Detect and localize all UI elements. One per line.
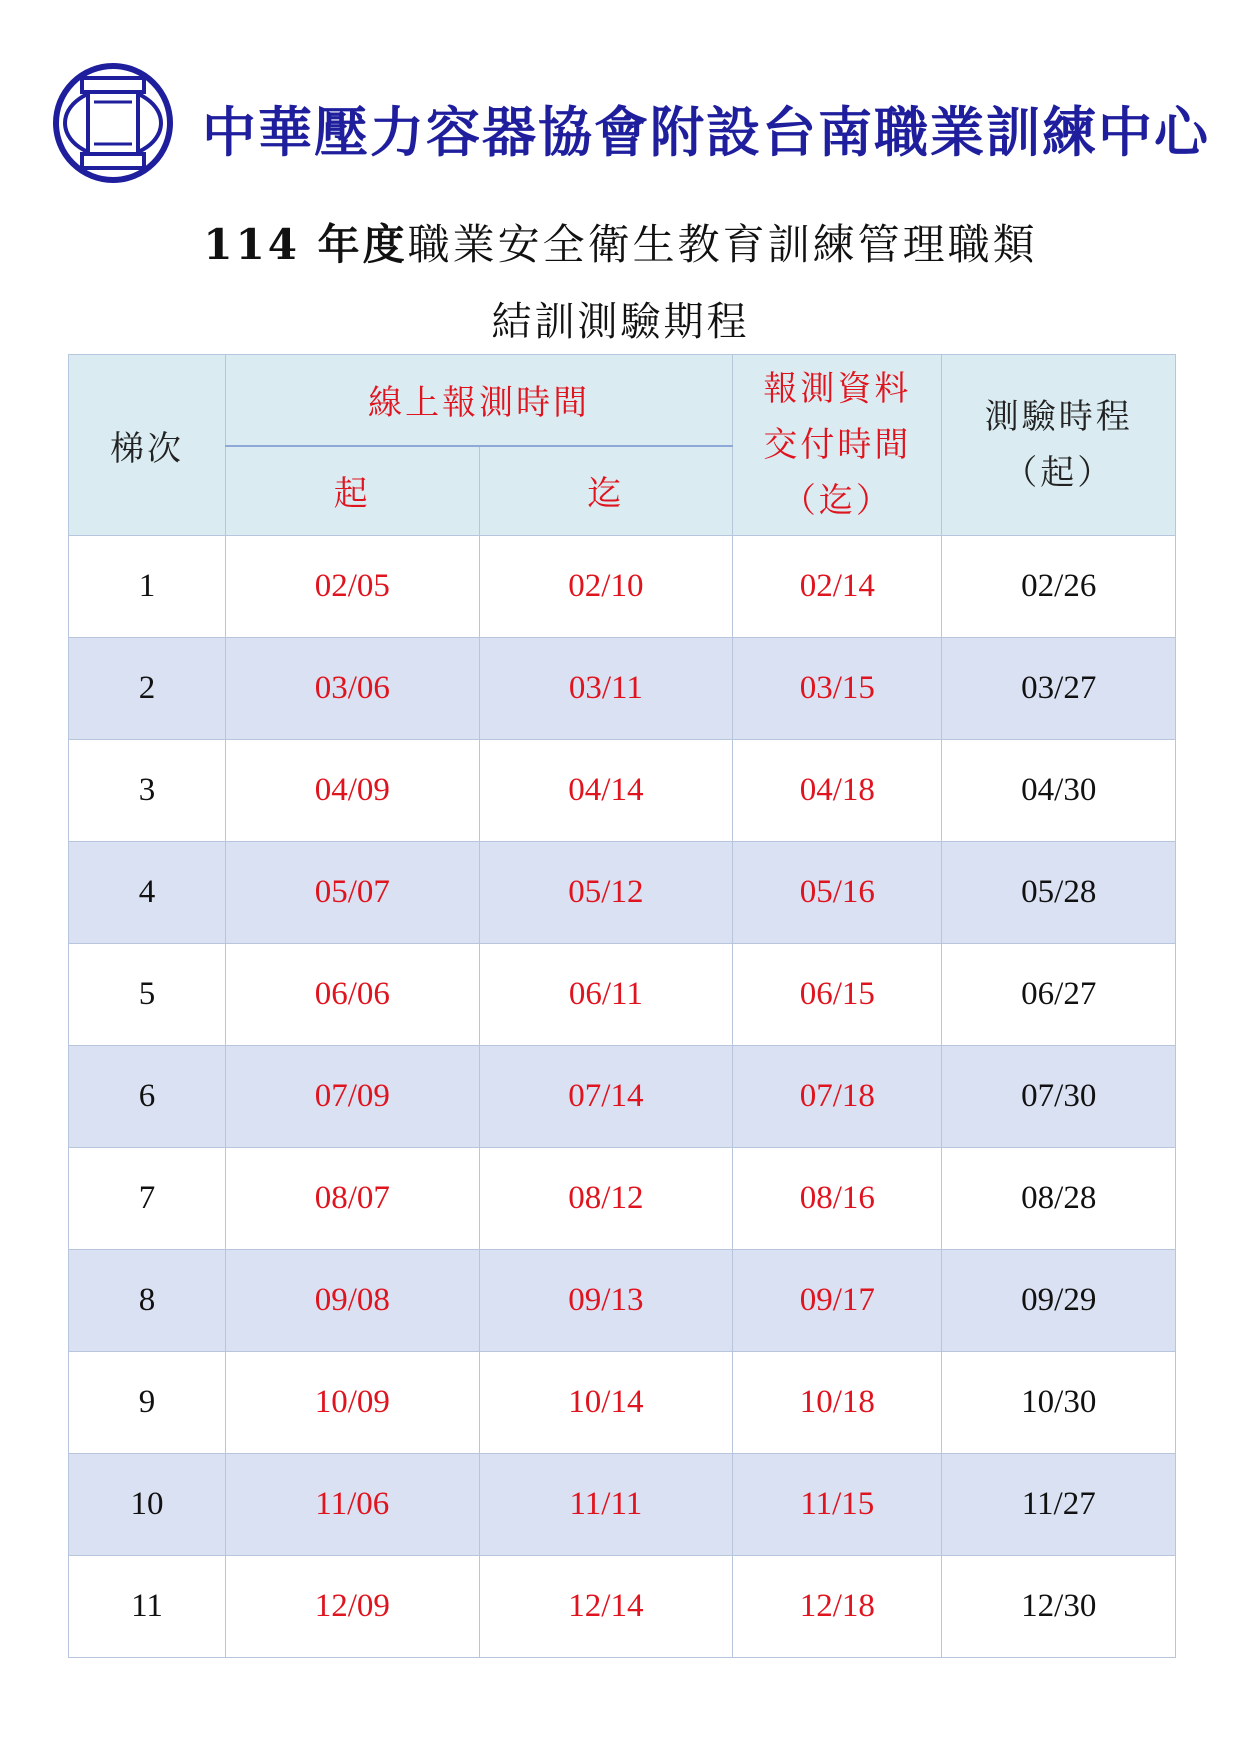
table-row xyxy=(69,944,1176,1046)
cell-submit: 06/15 xyxy=(733,944,942,1046)
schedule-rows xyxy=(69,536,1176,1658)
title-year: 114 年度 xyxy=(203,220,408,269)
cell-submit: 09/17 xyxy=(733,1250,942,1352)
cell-start: 11/06 xyxy=(225,1454,479,1556)
cell-exam: 10/30 xyxy=(942,1352,1176,1454)
cell-submit: 10/18 xyxy=(733,1352,942,1454)
cell-end: 08/12 xyxy=(479,1148,733,1250)
cell-exam: 09/29 xyxy=(942,1250,1176,1352)
table-row xyxy=(69,1250,1176,1352)
header-start: 起 xyxy=(225,446,479,536)
organization-name: 中華壓力容器協會附設台南職業訓練中心 xyxy=(202,101,1210,164)
cell-end: 07/14 xyxy=(479,1046,733,1148)
cell-end: 04/14 xyxy=(479,740,733,842)
cell-submit: 03/15 xyxy=(733,638,942,740)
cell-start: 06/06 xyxy=(225,944,479,1046)
cell-round: 5 xyxy=(69,944,226,1046)
table-row xyxy=(69,536,1176,638)
header-exam-line2: （起） xyxy=(1003,453,1115,493)
header-round: 梯次 xyxy=(69,355,226,536)
cell-end: 03/11 xyxy=(479,638,733,740)
cell-start: 12/09 xyxy=(225,1556,479,1658)
cell-submit: 11/15 xyxy=(733,1454,942,1556)
cell-submit: 12/18 xyxy=(733,1556,942,1658)
cell-start: 10/09 xyxy=(225,1352,479,1454)
cell-round: 3 xyxy=(69,740,226,842)
cell-submit: 07/18 xyxy=(733,1046,942,1148)
header-submission-deadline xyxy=(733,355,942,536)
cell-end: 09/13 xyxy=(479,1250,733,1352)
cell-exam: 12/30 xyxy=(942,1556,1176,1658)
cell-start: 09/08 xyxy=(225,1250,479,1352)
cell-round: 2 xyxy=(69,638,226,740)
cell-submit: 05/16 xyxy=(733,842,942,944)
table-row xyxy=(69,638,1176,740)
table-row xyxy=(69,1556,1176,1658)
cell-round: 1 xyxy=(69,536,226,638)
cell-submit: 02/14 xyxy=(733,536,942,638)
exam-schedule-table xyxy=(68,354,1176,1658)
header-end: 迄 xyxy=(479,446,733,536)
cell-round: 10 xyxy=(69,1454,226,1556)
table-row xyxy=(69,1454,1176,1556)
title-main: 職業安全衛生教育訓練管理職類 xyxy=(407,220,1038,269)
cell-exam: 06/27 xyxy=(942,944,1176,1046)
cell-end: 05/12 xyxy=(479,842,733,944)
cell-round: 6 xyxy=(69,1046,226,1148)
table-row xyxy=(69,1352,1176,1454)
cell-start: 02/05 xyxy=(225,536,479,638)
cell-exam: 08/28 xyxy=(942,1148,1176,1250)
document-subtitle: 結訓測驗期程 xyxy=(491,299,750,345)
cell-start: 03/06 xyxy=(225,638,479,740)
cell-end: 10/14 xyxy=(479,1352,733,1454)
cell-start: 04/09 xyxy=(225,740,479,842)
cell-round: 4 xyxy=(69,842,226,944)
header-exam-schedule xyxy=(942,355,1176,536)
cell-exam: 04/30 xyxy=(942,740,1176,842)
cell-round: 9 xyxy=(69,1352,226,1454)
cell-round: 7 xyxy=(69,1148,226,1250)
header-submission-line2: 交付時間 xyxy=(763,425,912,465)
cell-start: 05/07 xyxy=(225,842,479,944)
table-row xyxy=(69,740,1176,842)
cell-exam: 07/30 xyxy=(942,1046,1176,1148)
cell-submit: 04/18 xyxy=(733,740,942,842)
cell-exam: 11/27 xyxy=(942,1454,1176,1556)
cell-end: 06/11 xyxy=(479,944,733,1046)
cell-exam: 05/28 xyxy=(942,842,1176,944)
header-exam-line1: 測驗時程 xyxy=(984,397,1133,437)
cell-end: 02/10 xyxy=(479,536,733,638)
cell-round: 11 xyxy=(69,1556,226,1658)
cell-end: 12/14 xyxy=(479,1556,733,1658)
cell-exam: 02/26 xyxy=(942,536,1176,638)
cell-exam: 03/27 xyxy=(942,638,1176,740)
header-submission-line3: （迄） xyxy=(781,481,893,521)
cell-end: 11/11 xyxy=(479,1454,733,1556)
document-title xyxy=(0,212,1241,272)
cell-submit: 08/16 xyxy=(733,1148,942,1250)
header-online-registration: 線上報測時間 xyxy=(225,355,732,446)
table-row xyxy=(69,1148,1176,1250)
pressure-vessel-logo-icon xyxy=(52,62,174,184)
table-row xyxy=(69,1046,1176,1148)
document-header xyxy=(52,62,1210,188)
header-submission-line1: 報測資料 xyxy=(763,369,912,409)
cell-round: 8 xyxy=(69,1250,226,1352)
cell-start: 08/07 xyxy=(225,1148,479,1250)
table-row xyxy=(69,842,1176,944)
cell-start: 07/09 xyxy=(225,1046,479,1148)
